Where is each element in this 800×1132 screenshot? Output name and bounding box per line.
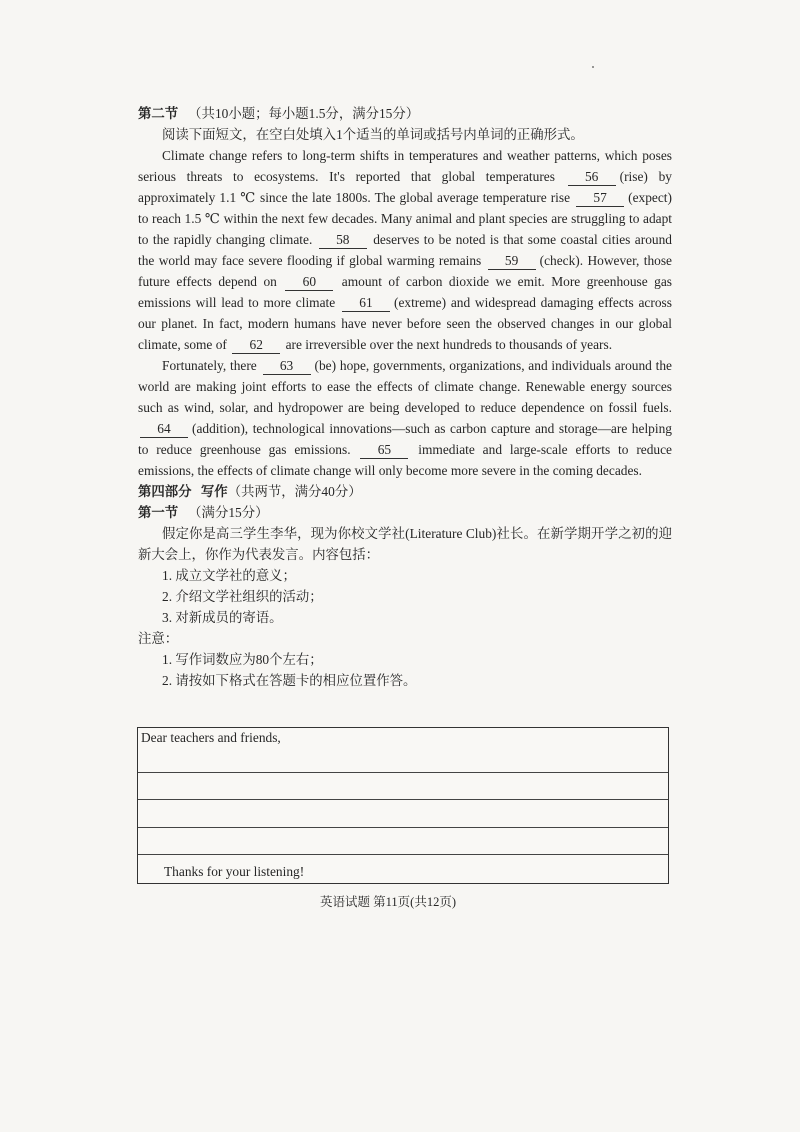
answer-closing: Thanks for your listening! <box>164 864 305 879</box>
answer-line <box>138 854 668 855</box>
blank-65: 65 <box>360 442 408 459</box>
passage-text: Climate change refers to long-term shifts in temperatures and weather patterns, which poses serious threats to ecosystems. It's reported that global temperatures <box>138 148 672 184</box>
answer-box <box>137 727 669 884</box>
blank-63: 63 <box>263 358 311 375</box>
note-item-2: 2. 请按如下格式在答题卡的相应位置作答。 <box>162 673 417 688</box>
blank-60: 60 <box>285 274 333 291</box>
writing-prompt: 假定你是高三学生李华，现为你校文学社(Literature Club)社长。在新学期开学之初的迎新大会上，你作为代表发言。内容包括： <box>138 526 672 562</box>
prompt-item-1: 1. 成立文学社的意义； <box>162 568 296 583</box>
hint-57: (expect) <box>628 190 672 205</box>
answer-line <box>138 799 668 800</box>
answer-line <box>138 827 668 828</box>
exam-content <box>138 103 672 691</box>
part4-subtitle: （共两节，满分40分） <box>227 484 362 499</box>
passage-text: Fortunately, there <box>162 358 257 373</box>
hint-61: (extreme) <box>393 295 447 310</box>
passage-paragraph-2 <box>138 355 672 481</box>
passage-text: hope, governments, organizations, and individuals around the world are making joint efforts to ease the effects of climate change. Renewable energy sources such as wind, solar, and hydropower are being developed to reduce dependence on fossil fuels. <box>138 358 672 415</box>
section1-title: 第一节 <box>138 505 179 520</box>
hint-63: (be) <box>314 358 337 373</box>
section2-title: 第二节 <box>138 106 179 121</box>
passage-text: immediate and large-scale efforts to reduce emissions, the effects of climate change will only become more severe in the coming decades. <box>138 442 672 478</box>
section2-heading <box>138 103 672 124</box>
prompt-item-3: 3. 对新成员的寄语。 <box>162 610 283 625</box>
page-footer: 英语试题 第11页(共12页) <box>320 895 456 909</box>
blank-64: 64 <box>140 421 188 438</box>
part4-title: 第四部分 <box>138 484 192 499</box>
part4-heading <box>138 481 672 502</box>
blank-61: 61 <box>342 295 390 312</box>
passage-text: to reach 1.5 ℃ within the next few decades. Many animal and plant species are struggling to adapt to the rapidly changing climate. <box>138 211 672 247</box>
passage-text: are irreversible over the next hundreds to thousands of years. <box>285 337 613 352</box>
passage-paragraph-1 <box>138 145 672 355</box>
note-label: 注意： <box>138 631 179 646</box>
passage-text: technological innovations—such as carbon capture and storage—are helping to reduce greenhouse gas emissions. <box>138 421 672 457</box>
scan-speck <box>592 66 594 68</box>
passage-text: amount of carbon dioxide we emit. More greenhouse gas emissions will lead to more climate <box>138 274 672 310</box>
answer-greeting: Dear teachers and friends, <box>141 730 281 745</box>
hint-64: (addition), <box>192 421 249 436</box>
section2-instruction: 阅读下面短文，在空白处填入1个适当的单词或括号内单词的正确形式。 <box>162 127 584 142</box>
passage-text: deserves to be noted is that some coastal cities around the world may face severe flooding if global warming remains <box>138 232 672 268</box>
section1-heading <box>138 502 672 523</box>
passage-text: by approximately 1.1 ℃ since the late 1800s. The global average temperature rise <box>138 169 672 205</box>
blank-57: 57 <box>576 190 624 207</box>
blank-59: 59 <box>488 253 536 270</box>
note-item-1: 1. 写作词数应为80个左右； <box>162 652 323 667</box>
prompt-item-2: 2. 介绍文学社组织的活动； <box>162 589 323 604</box>
section1-subtitle: （满分15分） <box>188 505 269 520</box>
hint-59: (check). <box>539 253 584 268</box>
passage-text: However, those future effects depend on <box>138 253 672 289</box>
section2-subtitle: （共10小题；每小题1.5分，满分15分） <box>188 106 420 121</box>
blank-56: 56 <box>568 169 616 186</box>
blank-62: 62 <box>232 337 280 354</box>
blank-58: 58 <box>319 232 367 249</box>
hint-56: (rise) <box>619 169 648 184</box>
part4-title2: 写作 <box>200 484 228 499</box>
answer-line <box>138 772 668 773</box>
passage-text: and widespread damaging effects across our planet. In fact, modern humans have never before seen the observed changes in our global climate, some of <box>138 295 672 352</box>
